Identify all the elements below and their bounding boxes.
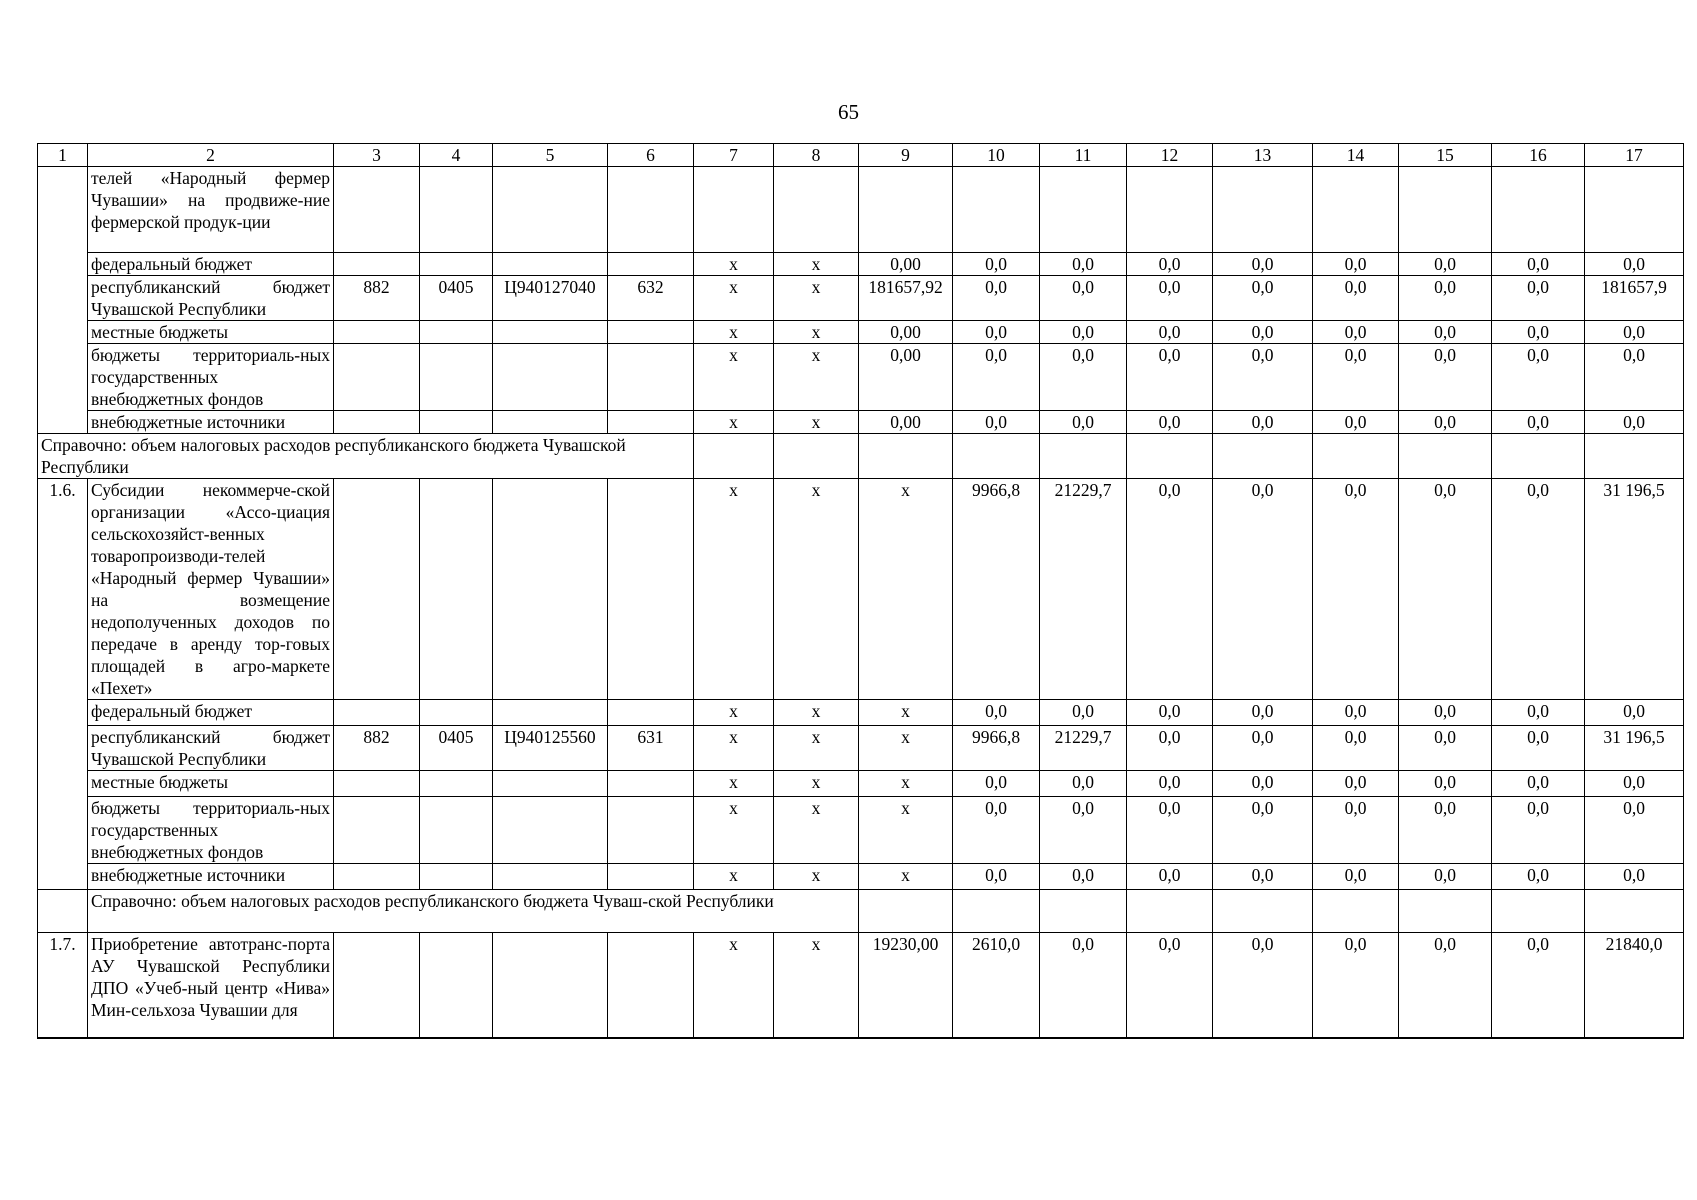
table-cell: 0,0: [1040, 933, 1127, 1039]
table-cell: [1399, 890, 1492, 933]
table-cell: 0,0: [1127, 343, 1213, 410]
table-cell: 0,0: [1585, 410, 1684, 433]
table-cell: 0,0: [1313, 320, 1399, 343]
table-cell: [493, 478, 608, 699]
column-header: 16: [1492, 144, 1585, 167]
table-cell: [1040, 433, 1127, 478]
table-cell: [953, 167, 1040, 253]
table-cell: 21840,0: [1585, 933, 1684, 1039]
item-description: Приобретение автотранс-порта АУ Чувашской Республики ДПО «Учеб-ный центр «Нива» Мин-сельхоза Чувашии для: [88, 933, 334, 1039]
table-cell: [334, 478, 420, 699]
table-cell: 0,0: [1399, 863, 1492, 890]
table-cell: 0,0: [1399, 933, 1492, 1039]
table-cell: [1127, 433, 1213, 478]
table-cell: 0,0: [1492, 410, 1585, 433]
table-cell: 0,00: [859, 252, 953, 275]
table-cell: 0,0: [953, 699, 1040, 725]
table-cell: 0,0: [1213, 933, 1313, 1039]
table-cell: [774, 167, 859, 253]
table-cell: [608, 933, 694, 1039]
item-number: [38, 320, 88, 343]
table-cell: [493, 320, 608, 343]
reference-row: [38, 890, 1684, 933]
table-cell: 0,0: [1313, 725, 1399, 770]
table-cell: [953, 433, 1040, 478]
table-cell: 0,0: [1585, 320, 1684, 343]
table-cell: 0405: [420, 725, 493, 770]
table-cell: [1040, 167, 1127, 253]
column-header: 8: [774, 144, 859, 167]
table-cell: 0,00: [859, 343, 953, 410]
table-cell: 181657,92: [859, 275, 953, 320]
table-cell: 0,0: [1313, 699, 1399, 725]
table-cell: [493, 770, 608, 796]
table-cell: [420, 320, 493, 343]
table-cell: [1127, 167, 1213, 253]
budget-table: [37, 143, 1684, 1039]
table-cell: [493, 933, 608, 1039]
table-cell: [608, 252, 694, 275]
table-cell: х: [694, 320, 774, 343]
table-cell: 631: [608, 725, 694, 770]
column-header: 11: [1040, 144, 1127, 167]
table-cell: [420, 796, 493, 863]
table-cell: [493, 410, 608, 433]
table-cell: [1040, 890, 1127, 933]
table-cell: 0,0: [1213, 796, 1313, 863]
table-cell: х: [859, 725, 953, 770]
budget-source: внебюджетные источники: [88, 863, 334, 890]
table-cell: 0,0: [1313, 252, 1399, 275]
table-cell: [420, 863, 493, 890]
table-cell: [334, 699, 420, 725]
table-cell: 0,0: [1040, 863, 1127, 890]
table-cell: 0,0: [1213, 343, 1313, 410]
table-cell: 0,0: [1213, 410, 1313, 433]
table-cell: 21229,7: [1040, 725, 1127, 770]
table-cell: 0,0: [1313, 863, 1399, 890]
table-cell: [420, 770, 493, 796]
table-cell: [334, 796, 420, 863]
budget-source: федеральный бюджет: [88, 699, 334, 725]
table-cell: 181657,9: [1585, 275, 1684, 320]
table-cell: 882: [334, 275, 420, 320]
table-cell: х: [694, 863, 774, 890]
table-cell: 0,0: [1492, 863, 1585, 890]
table-cell: [774, 433, 859, 478]
table-cell: 0,0: [1399, 770, 1492, 796]
table-cell: 0,0: [953, 410, 1040, 433]
column-header: 4: [420, 144, 493, 167]
table-cell: 0,0: [1492, 699, 1585, 725]
table-cell: 31 196,5: [1585, 725, 1684, 770]
budget-row: [38, 410, 1684, 433]
table-cell: х: [774, 933, 859, 1039]
table-cell: 0,0: [1399, 275, 1492, 320]
table-cell: 0,0: [1313, 770, 1399, 796]
table-cell: 0,0: [1492, 275, 1585, 320]
table-cell: х: [774, 252, 859, 275]
table-cell: 9966,8: [953, 478, 1040, 699]
table-cell: 0,0: [1127, 796, 1213, 863]
table-cell: [420, 478, 493, 699]
budget-source: местные бюджеты: [88, 320, 334, 343]
budget-row: [38, 252, 1684, 275]
table-cell: 0,0: [1213, 725, 1313, 770]
table-cell: 0,0: [1399, 796, 1492, 863]
table-cell: [608, 343, 694, 410]
table-cell: [420, 699, 493, 725]
table-cell: 0,0: [1399, 699, 1492, 725]
table-cell: 0,0: [1040, 770, 1127, 796]
table-cell: [1213, 167, 1313, 253]
table-cell: 0,0: [1040, 796, 1127, 863]
table-cell: х: [774, 699, 859, 725]
table-cell: 0,0: [1585, 699, 1684, 725]
item-number: 1.7.: [38, 933, 88, 1039]
table-cell: 0,0: [1040, 320, 1127, 343]
table-cell: [1492, 890, 1585, 933]
table-cell: [493, 796, 608, 863]
table-cell: х: [774, 478, 859, 699]
table-cell: 0,0: [1492, 933, 1585, 1039]
table-cell: 0,0: [1492, 725, 1585, 770]
table-cell: х: [859, 699, 953, 725]
table-cell: х: [694, 770, 774, 796]
table-cell: 0,0: [953, 320, 1040, 343]
table-cell: 0,0: [1492, 343, 1585, 410]
table-cell: 0,0: [1040, 699, 1127, 725]
table-cell: 0,0: [953, 770, 1040, 796]
table-cell: [334, 252, 420, 275]
table-cell: х: [694, 796, 774, 863]
budget-row: [38, 725, 1684, 770]
table-cell: [1313, 167, 1399, 253]
table-cell: 0,0: [1213, 770, 1313, 796]
column-header: 7: [694, 144, 774, 167]
table-cell: [859, 167, 953, 253]
reference-row: [38, 433, 1684, 478]
table-cell: 0,0: [1213, 478, 1313, 699]
item-number: [38, 343, 88, 410]
column-header: 14: [1313, 144, 1399, 167]
table-cell: [420, 343, 493, 410]
table-cell: [334, 343, 420, 410]
table-cell: 0,0: [1399, 320, 1492, 343]
table-cell: [694, 167, 774, 253]
table-cell: [1399, 167, 1492, 253]
table-cell: х: [774, 770, 859, 796]
table-cell: х: [694, 725, 774, 770]
item-description: Субсидии некоммерче-ской организации «Ассо-циация сельскохозяйст-венных товаропроизводи-телей «Народный фермер Чувашии» на возмещение недополученных доходов по передаче в аренду тор-говых площадей в агро-маркете «Пехет»: [88, 478, 334, 699]
table-cell: 0,0: [1585, 796, 1684, 863]
table-cell: 0,0: [1127, 770, 1213, 796]
column-header: 3: [334, 144, 420, 167]
table-cell: [1313, 433, 1399, 478]
table-cell: [334, 933, 420, 1039]
table-cell: 0,0: [1492, 478, 1585, 699]
item-number: [38, 410, 88, 433]
table-cell: 0,0: [1585, 252, 1684, 275]
table-cell: 0,0: [1127, 933, 1213, 1039]
page-number: 65: [838, 100, 859, 124]
table-cell: [334, 167, 420, 253]
budget-source: федеральный бюджет: [88, 252, 334, 275]
table-cell: 0,0: [1399, 478, 1492, 699]
item-row: [38, 478, 1684, 699]
table-cell: 0,0: [953, 275, 1040, 320]
item-number: [38, 275, 88, 320]
table-cell: [1585, 433, 1684, 478]
table-cell: 0,0: [1492, 770, 1585, 796]
item-number: 1.6.: [38, 478, 88, 699]
table-cell: 0,00: [859, 320, 953, 343]
table-cell: х: [774, 863, 859, 890]
table-cell: [1213, 433, 1313, 478]
table-cell: х: [859, 796, 953, 863]
table-cell: 0,0: [953, 252, 1040, 275]
table-cell: 0,0: [1127, 863, 1213, 890]
table-cell: х: [694, 410, 774, 433]
table-cell: [334, 320, 420, 343]
table-cell: Ц940125560: [493, 725, 608, 770]
table-cell: [334, 863, 420, 890]
table-cell: 0,0: [1399, 410, 1492, 433]
item-number: [38, 770, 88, 796]
table-cell: [859, 890, 953, 933]
table-cell: х: [774, 320, 859, 343]
table-cell: 0,0: [1492, 796, 1585, 863]
table-cell: 0,0: [1127, 699, 1213, 725]
column-header: 10: [953, 144, 1040, 167]
table-cell: 19230,00: [859, 933, 953, 1039]
item-number: [38, 252, 88, 275]
column-header: 5: [493, 144, 608, 167]
table-cell: 882: [334, 725, 420, 770]
column-header: 6: [608, 144, 694, 167]
table-cell: 0,0: [1585, 770, 1684, 796]
table-cell: 0,0: [1213, 275, 1313, 320]
table-cell: 0,0: [1399, 725, 1492, 770]
table-cell: [493, 343, 608, 410]
reference-note: Справочно: объем налоговых расходов республиканского бюджета Чуваш-ской Республики: [88, 890, 859, 933]
table-cell: [694, 433, 774, 478]
budget-source: республиканский бюджет Чувашской Республики: [88, 725, 334, 770]
table-cell: 0,0: [1040, 275, 1127, 320]
table-cell: [608, 770, 694, 796]
table-cell: 0,0: [1127, 275, 1213, 320]
table-cell: 0,0: [1127, 320, 1213, 343]
table-cell: 0,0: [953, 343, 1040, 410]
item-number: [38, 863, 88, 890]
budget-row: [38, 320, 1684, 343]
table-cell: 632: [608, 275, 694, 320]
item-row: [38, 167, 1684, 253]
header-row: [38, 144, 1684, 167]
table-cell: 0,0: [1040, 252, 1127, 275]
table-cell: [608, 167, 694, 253]
table-cell: 0,0: [1399, 252, 1492, 275]
table-cell: [420, 252, 493, 275]
table-cell: 0,00: [859, 410, 953, 433]
item-number: [38, 796, 88, 863]
table-cell: [608, 410, 694, 433]
table-cell: 0,0: [1585, 343, 1684, 410]
column-header: 1: [38, 144, 88, 167]
budget-source: республиканский бюджет Чувашской Республики: [88, 275, 334, 320]
table-cell: х: [774, 343, 859, 410]
table-cell: 0,0: [1399, 343, 1492, 410]
table-cell: х: [694, 252, 774, 275]
table-cell: [1313, 890, 1399, 933]
table-cell: 0,0: [1213, 863, 1313, 890]
column-header: 12: [1127, 144, 1213, 167]
table-cell: [38, 890, 88, 933]
table-cell: [493, 252, 608, 275]
column-header: 2: [88, 144, 334, 167]
table-cell: 0,0: [1313, 796, 1399, 863]
budget-source: бюджеты территориаль-ных государственных внебюджетных фондов: [88, 343, 334, 410]
table-cell: 0,0: [1040, 410, 1127, 433]
table-cell: х: [694, 343, 774, 410]
table-cell: [1492, 433, 1585, 478]
table-cell: х: [694, 699, 774, 725]
item-number: [38, 725, 88, 770]
reference-note: Справочно: объем налоговых расходов республиканского бюджета Чувашской Республики: [38, 433, 694, 478]
table-cell: х: [859, 863, 953, 890]
table-cell: х: [774, 796, 859, 863]
table-cell: 0,0: [1213, 699, 1313, 725]
table-cell: 0,0: [1127, 252, 1213, 275]
table-cell: х: [774, 410, 859, 433]
budget-row: [38, 770, 1684, 796]
table-cell: 0,0: [1313, 933, 1399, 1039]
column-header: 13: [1213, 144, 1313, 167]
table-cell: 31 196,5: [1585, 478, 1684, 699]
table-cell: [334, 410, 420, 433]
column-header: 17: [1585, 144, 1684, 167]
budget-row: [38, 343, 1684, 410]
table-cell: 0,0: [1313, 478, 1399, 699]
table-cell: 0,0: [1127, 478, 1213, 699]
table-cell: х: [694, 933, 774, 1039]
item-description: телей «Народный фермер Чувашии» на продвиже-ние фермерской продук-ции: [88, 167, 334, 253]
table-cell: [493, 863, 608, 890]
table-cell: [1213, 890, 1313, 933]
budget-row: [38, 699, 1684, 725]
table-cell: х: [694, 275, 774, 320]
column-header: 9: [859, 144, 953, 167]
item-row: [38, 933, 1684, 1039]
table-cell: [493, 167, 608, 253]
table-cell: 0,0: [1313, 275, 1399, 320]
table-cell: 0,0: [1127, 725, 1213, 770]
table-cell: 0,0: [1040, 343, 1127, 410]
item-number: [38, 699, 88, 725]
table-cell: 0,0: [1213, 320, 1313, 343]
budget-source: внебюджетные источники: [88, 410, 334, 433]
table-cell: 0,0: [1127, 410, 1213, 433]
table-cell: 0,0: [1313, 343, 1399, 410]
table-cell: [608, 478, 694, 699]
table-cell: 0,0: [1313, 410, 1399, 433]
table-cell: 21229,7: [1040, 478, 1127, 699]
table-cell: [608, 796, 694, 863]
budget-row: [38, 863, 1684, 890]
table-cell: [1585, 890, 1684, 933]
table-cell: х: [859, 478, 953, 699]
table-cell: [1399, 433, 1492, 478]
table-cell: 0,0: [953, 863, 1040, 890]
table-cell: [1492, 167, 1585, 253]
table-cell: [420, 933, 493, 1039]
table-cell: 0,0: [953, 796, 1040, 863]
table-cell: [953, 890, 1040, 933]
table-cell: [859, 433, 953, 478]
budget-source: местные бюджеты: [88, 770, 334, 796]
table-cell: Ц940127040: [493, 275, 608, 320]
table-cell: [1127, 890, 1213, 933]
table-cell: 9966,8: [953, 725, 1040, 770]
budget-source: бюджеты территориаль-ных государственных внебюджетных фондов: [88, 796, 334, 863]
column-header: 15: [1399, 144, 1492, 167]
table-cell: [608, 699, 694, 725]
table-cell: [608, 863, 694, 890]
table-cell: [420, 410, 493, 433]
table-cell: [1585, 167, 1684, 253]
table-cell: 0405: [420, 275, 493, 320]
table-cell: 0,0: [1492, 320, 1585, 343]
table-cell: [608, 320, 694, 343]
table-cell: [493, 699, 608, 725]
table-cell: 0,0: [1585, 863, 1684, 890]
budget-row: [38, 275, 1684, 320]
table-cell: 2610,0: [953, 933, 1040, 1039]
table-cell: [420, 167, 493, 253]
table-cell: [334, 770, 420, 796]
table-cell: х: [859, 770, 953, 796]
item-number: [38, 167, 88, 253]
table-cell: х: [694, 478, 774, 699]
table-cell: 0,0: [1213, 252, 1313, 275]
table-cell: х: [774, 275, 859, 320]
budget-row: [38, 796, 1684, 863]
table-cell: х: [774, 725, 859, 770]
table-cell: 0,0: [1492, 252, 1585, 275]
